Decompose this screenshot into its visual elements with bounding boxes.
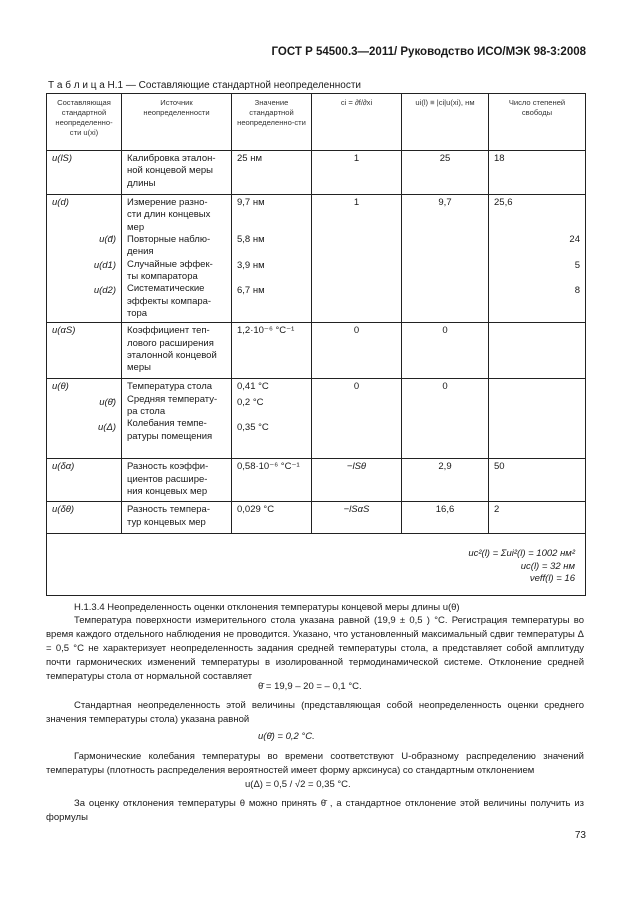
paragraph: Гармонические колебания температуры во времени соответствуют U-образному распределению значений температуры (плотность распределения вероятностей имеет форму арксинуса) со стандартным отклонением [46,751,584,776]
dof-cell: 2 [489,502,586,534]
header-cell: Составляющая стандартной неопределенно-сти u(xi) [47,94,122,151]
contribution-cell: 0 [402,379,489,459]
dof-cell [489,379,586,459]
component-cell: u(αS) [47,323,122,379]
coefficient-cell: 0 [312,323,402,379]
source-cell: Измерение разно- сти длин концевых мер Повторные наблю- дения Случайные эффек- ты компаратора Систематические эффекты компара- тора [122,195,232,323]
contribution-cell: 0 [402,323,489,379]
table-row [47,502,586,534]
value-cell: 0,41 °C 0,2 °C 0,35 °C [232,379,312,459]
section-title: H.1.3.4 Неопределенность оценки отклонения температуры концевой меры длины u(θ) [74,602,460,613]
formula: u(Δ) = 0,5 / √2 = 0,35 °C. [245,779,351,790]
source-cell: Коэффициент теп- лового расширения эталонной концевой меры [122,323,232,379]
table-caption: Т а б л и ц а H.1 — Составляющие стандартной неопределенности [48,80,361,91]
source-cell: Температура стола Средняя температу- ра стола Колебания темпе- ратуры помещения [122,379,232,459]
contribution-cell: 2,9 [402,459,489,502]
dof-cell: 50 [489,459,586,502]
formula: θ̄ = 19,9 – 20 = – 0,1 °C. [258,681,362,692]
value-cell: 0,029 °C [232,502,312,534]
uncertainty-table [46,93,586,596]
coefficient-cell: −lSαS [312,502,402,534]
combined-uncertainty: uc(l) = 32 нм [520,560,575,572]
source-cell: Разность коэффи- циентов расшире- ния концевых мер [122,459,232,502]
component-cell: u(lS) [47,151,122,195]
contribution-cell: 16,6 [402,502,489,534]
paragraph: За оценку отклонения температуры θ можно принять θ̄ , а стандартное отклонение этой величины получить из формулы [46,798,584,823]
component-cell: u(δθ) [47,502,122,534]
value-cell: 25 нм [232,151,312,195]
header-cell: Число степеней свободы [489,94,586,151]
dof-cell: 18 [489,151,586,195]
summary-row [47,534,586,596]
contribution-cell: 25 [402,151,489,195]
combined-variance: uc²(l) = Σui²(l) = 1002 нм² [468,548,575,560]
formula: u(θ̄) = 0,2 °C. [258,731,315,742]
document-header: ГОСТ Р 54500.3—2011/ Руководство ИСО/МЭК 98-3:2008 [271,46,586,58]
header-cell: Значение стандартной неопределенно-сти [232,94,312,151]
header-cell: ci = ∂f/∂xi [312,94,402,151]
source-cell: Калибровка эталон- ной концевой меры длины [122,151,232,195]
page-number: 73 [574,830,586,841]
dof-cell [489,323,586,379]
table-row [47,323,586,379]
coefficient-cell: 1 [312,151,402,195]
coefficient-cell: −lSθ [312,459,402,502]
value-cell: 1,2·10⁻⁶ °C⁻¹ [232,323,312,379]
contribution-cell: 9,7 [402,195,489,323]
header-cell: Источник неопределенности [122,94,232,151]
coefficient-cell: 1 [312,195,402,323]
header-cell: ui(l) ≡ |ci|u(xi), нм [402,94,489,151]
paragraph: Стандартная неопределенность этой величины (представляющая собой неопределенность оценки среднего значения температуры стола) указана равной [46,700,584,725]
value-cell: 0,58·10⁻⁶ °C⁻¹ [232,459,312,502]
table-row [47,459,586,502]
table-row [47,195,586,323]
dof-cell: 25,6 24 5 8 [489,195,586,323]
coefficient-cell: 0 [312,379,402,459]
table-row [47,379,586,459]
summary-cell [47,534,586,596]
component-cell: u(θ) u(θ̄) u(Δ) [47,379,122,459]
table-row [47,151,586,195]
paragraph: Температура поверхности измерительного стола указана равной (19,9 ± 0,5 ) °C. Регистрация температуры во время каждого отдельного наблюдения не проводится. Указано, что установленный максимальный сдвиг температуры Δ = 0,5 °C не характеризует неопределенность задания средней температуры стола, а представляет собой амплитуду почти гармонических изменений температуры в изолированной термодинамической системе. Отклонение средней температуры стола от нормальной составляет [46,615,584,682]
table-header-row [47,94,586,151]
value-cell: 9,7 нм 5,8 нм 3,9 нм 6,7 нм [232,195,312,323]
effective-dof: νeff(l) = 16 [529,573,575,585]
component-cell: u(d) u(d̄) u(d1) u(d2) [47,195,122,323]
source-cell: Разность темпера- тур концевых мер [122,502,232,534]
component-cell: u(δα) [47,459,122,502]
